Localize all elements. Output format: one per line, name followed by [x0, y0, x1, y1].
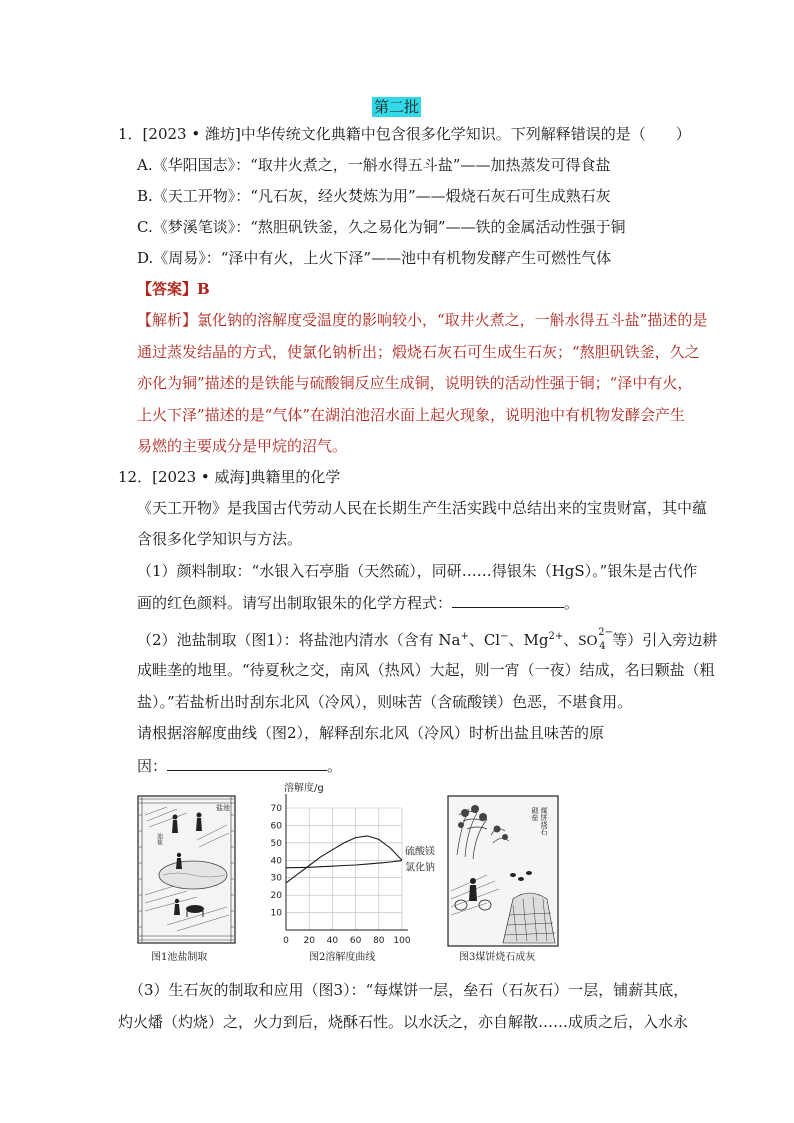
q1-option-c: C.《梦溪笔谈》：“熬胆矾铁釜，久之易化为铜”——铁的金属活动性强于铜	[137, 218, 626, 236]
q12-part2-text-d: 、	[563, 631, 579, 649]
sulfate-formula	[578, 627, 613, 652]
x-tick-label: 0	[283, 936, 289, 946]
q12-part1-line-2	[137, 592, 579, 613]
x-tick-label: 60	[349, 936, 362, 946]
mg-charge: 2+	[548, 631, 564, 642]
y-tick-label: 20	[270, 891, 282, 902]
cl-charge: −	[500, 631, 509, 642]
q12-part2-line-3: 盐）。”若盐析出时刮东北风（冷风），则味苦（含硫酸镁）色恶，不堪食用。	[137, 693, 633, 711]
y-tick-label: 70	[270, 804, 282, 814]
q1-analysis-line-5: 易燃的主要成分是甲烷的沼气。	[137, 437, 348, 455]
solubility-chart-svg	[262, 782, 442, 950]
q1-option-b: B.《天工开物》：“凡石灰，经火焚炼为用”——煅烧石灰石可生成熟石灰	[137, 187, 611, 205]
x-tick-label: 100	[393, 936, 411, 946]
figure-2-caption: 图2溶解度曲线	[309, 952, 376, 963]
q12-part1-line-1: （1）颜料制取：“水银入石亭脂（天然硫），同研……得银朱（HgS）。”银朱是古代作	[137, 562, 698, 580]
salt-pond-woodcut-image	[137, 795, 236, 944]
series-label: 氯化钠	[405, 862, 435, 874]
q12-part2-text-5: 因：	[137, 757, 168, 775]
q1-stem: 1．[2023 • 潍坊]中华传统文化典籍中包含很多化学知识。下列解释错误的是（ ）	[118, 125, 691, 143]
x-tick-label: 40	[326, 936, 339, 946]
fig1-label-a: 盐池	[216, 804, 230, 812]
q1-analysis-line-1: 【解析】氯化钠的溶解度受温度的影响较小，“取井火煮之，一斛水得五斗盐”描述的是	[137, 311, 708, 329]
y-tick-label: 50	[270, 838, 282, 849]
q1-analysis-line-4: 上火下泽”描述的是“气体”在湖泊池沼水面上起火现象，说明池中有机物发酵会产生	[137, 406, 686, 424]
q1-answer: 【答案】B	[137, 280, 210, 298]
figure-1-caption: 图1池盐制取	[151, 952, 208, 963]
answer-blank-equation[interactable]	[452, 592, 564, 608]
so4-charge: 2−	[598, 627, 613, 638]
so4-subscript: 4	[599, 641, 606, 652]
q12-stem: 12．[2023 • 威海]典籍里的化学	[118, 468, 341, 486]
batch-title: 第二批	[374, 98, 420, 116]
q1-analysis-line-2: 通过蒸发结晶的方式，使氯化钠析出；煅烧石灰石可生成生石灰；“熬胆矾铁釜，久之	[137, 343, 700, 361]
series-line-sodium-chloride	[286, 861, 402, 868]
q12-part2-end: 。	[327, 757, 343, 775]
fig3-label: 煤饼烧石	[540, 807, 548, 835]
figure-3-lime-kiln	[447, 795, 559, 947]
x-tick-label: 20	[303, 936, 315, 946]
q1-option-a: A.《华阳国志》：“取井火煮之，一斛水得五斗盐”——加热蒸发可得食盐	[137, 156, 611, 174]
q12-intro-line-2: 含很多化学知识与方法。	[137, 530, 303, 548]
na-charge: +	[460, 631, 469, 642]
y-tick-label: 60	[270, 821, 282, 832]
x-tick-label: 80	[373, 936, 385, 946]
fig3-label-2: 砌垒	[531, 807, 539, 821]
answer-blank-reason[interactable]	[167, 755, 327, 771]
figure-1-salt-pond	[137, 795, 236, 944]
q1-analysis-line-3: 亦化为铜”描述的是铁能与硫酸铜反应生成铜，说明铁的活动性强于铜；“泽中有火，	[137, 374, 693, 392]
q12-part2-text-b: 、Cl	[468, 631, 501, 649]
y-axis-label: 溶解度/g	[284, 783, 324, 794]
fig1-label-b: 池盐	[155, 833, 163, 845]
q12-part2-text-c: 、Mg	[508, 631, 549, 649]
q12-part1-end: 。	[564, 594, 580, 612]
q1-option-d: D.《周易》：“泽中有火，上火下泽”——池中有机物发酵产生可燃性气体	[137, 249, 612, 267]
y-tick-label: 30	[270, 873, 282, 884]
y-tick-label: 40	[270, 856, 282, 867]
figure-3-caption: 图3煤饼烧石成灰	[459, 952, 536, 963]
q12-part2-line-1	[137, 627, 717, 651]
q12-part2-line-5	[137, 755, 342, 776]
q12-part2-line-4: 请根据溶解度曲线（图2），解释刮东北风（冷风）时析出盐且味苦的原	[137, 724, 605, 742]
q12-intro-line-1: 《天工开物》是我国古代劳动人民在长期生产生活实践中总结出来的宝贵财富，其中蕴	[137, 499, 708, 517]
q12-part2-line-2: 成畦垄的地里。“待夏秋之交，南风（热风）大起，则一宵（一夜）结成，名曰颗盐（粗	[137, 661, 715, 679]
q12-part2-text-a: （2）池盐制取（图1）：将盐池内清水（含有 Na	[137, 631, 461, 649]
so4-base: SO	[578, 633, 598, 649]
q12-part2-text-e: 等）引入旁边耕	[612, 631, 718, 649]
figure-2-solubility-chart	[262, 782, 442, 950]
q12-part1-text: 画的红色颜料。请写出制取银朱的化学方程式：	[137, 594, 453, 612]
q12-part3-line-1: （3）生石灰的制取和应用（图3）：“每煤饼一层，垒石（石灰石）一层，铺薪其底，	[129, 981, 689, 999]
q12-part3-line-2: 灼火燔（灼烧）之，火力到后，烧酥石性。以水沃之，亦自解散……成质之后，入水永	[118, 1013, 689, 1031]
series-label: 硫酸镁	[405, 846, 435, 858]
lime-kiln-woodcut-image	[447, 795, 559, 947]
y-tick-label: 10	[270, 908, 282, 919]
